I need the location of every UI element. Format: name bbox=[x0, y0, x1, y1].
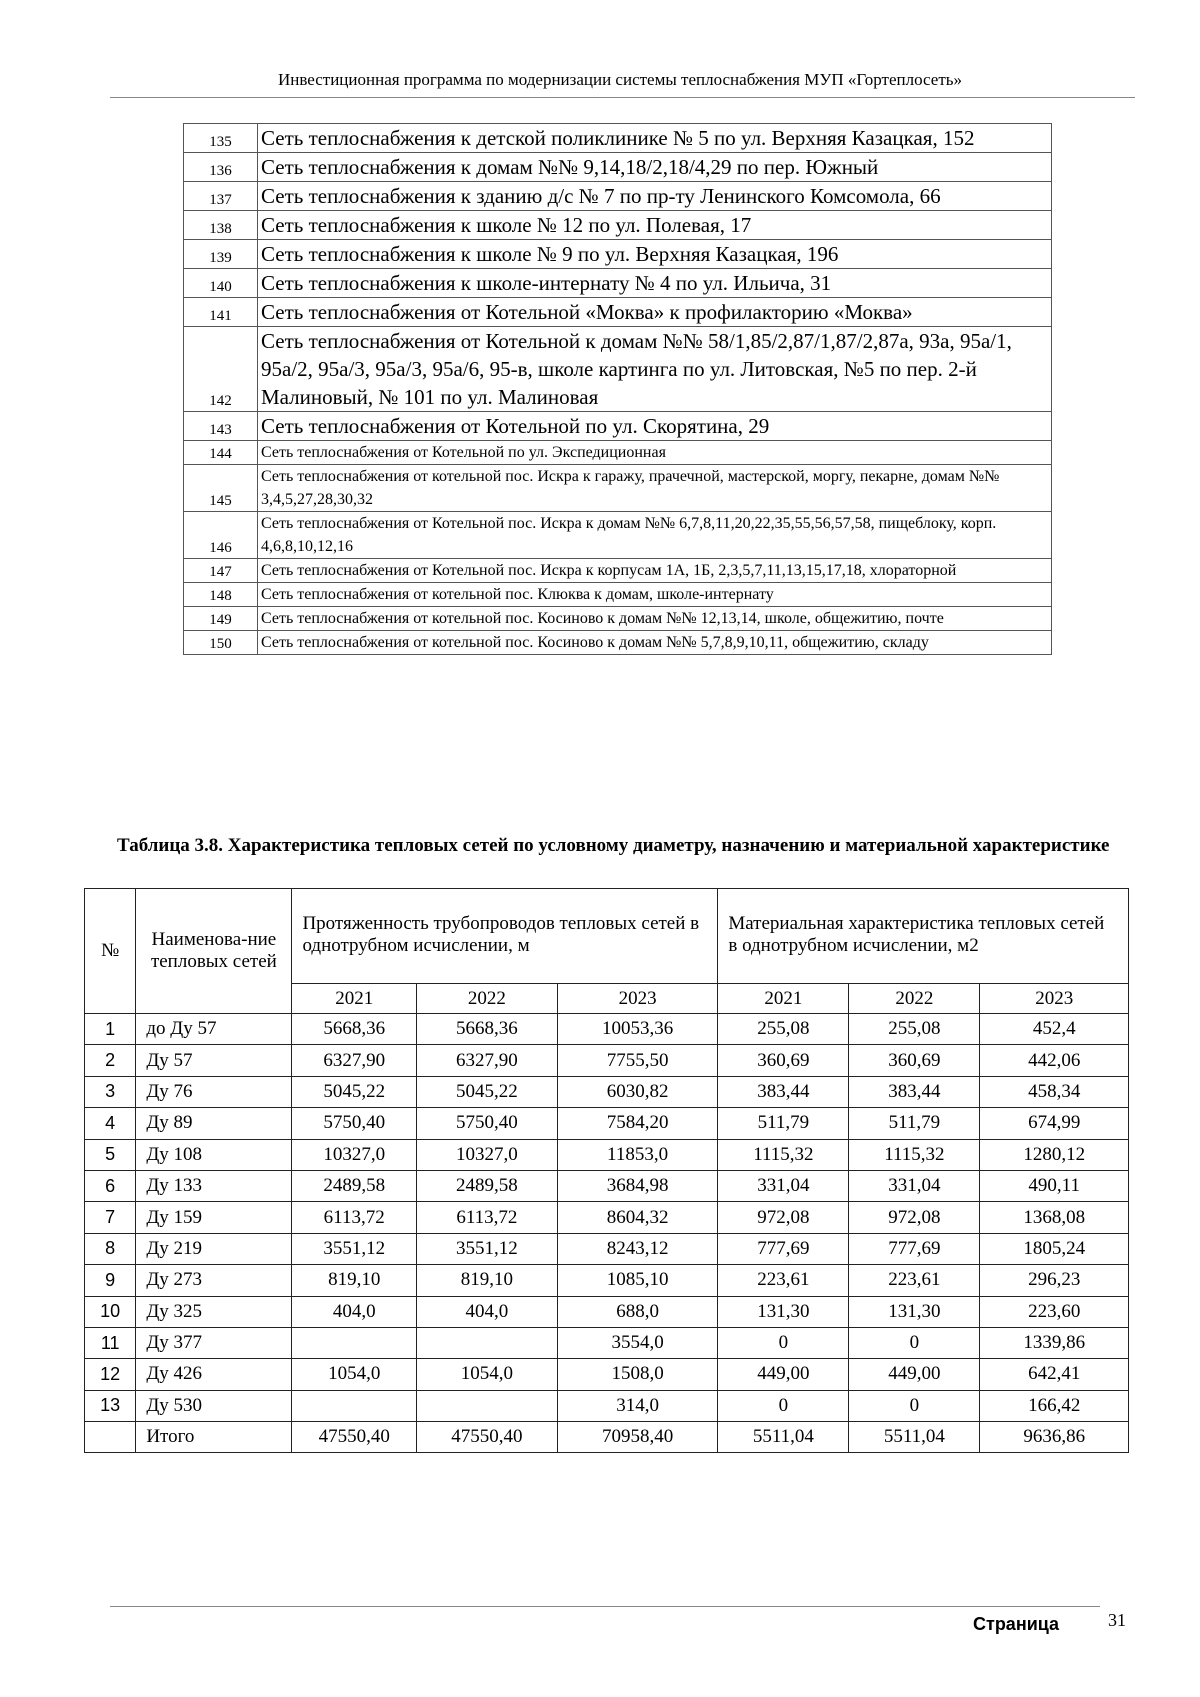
row-material-2021: 331,04 bbox=[718, 1170, 849, 1201]
network-row-description: Сеть теплоснабжения от Котельной пос. Искра к корпусам 1А, 1Б, 2,3,5,7,11,13,15,17,18, хлораторной bbox=[258, 559, 1052, 583]
row-material-2023: 1339,86 bbox=[980, 1327, 1129, 1358]
row-length-2021: 5045,22 bbox=[292, 1076, 416, 1107]
spec-table-row bbox=[85, 1327, 1129, 1358]
row-material-2021: 383,44 bbox=[718, 1076, 849, 1107]
row-material-2023: 1805,24 bbox=[980, 1233, 1129, 1264]
page-header-title: Инвестиционная программа по модернизации системы теплоснабжения МУП «Гортеплосеть» bbox=[277, 70, 963, 89]
row-material-2022: 0 bbox=[849, 1390, 980, 1421]
network-list-row bbox=[184, 269, 1052, 298]
row-number: 9 bbox=[85, 1265, 136, 1296]
row-network-name: Ду 57 bbox=[136, 1045, 292, 1076]
row-material-2022: 360,69 bbox=[849, 1045, 980, 1076]
row-length-2021: 10327,0 bbox=[292, 1139, 416, 1170]
row-length-2022 bbox=[416, 1327, 557, 1358]
spec-table-row bbox=[85, 1359, 1129, 1390]
row-length-2023: 3554,0 bbox=[557, 1327, 718, 1358]
network-row-number: 143 bbox=[184, 412, 258, 441]
table-caption: Таблица 3.8. Характеристика тепловых сетей по условному диаметру, назначению и материальной характеристике bbox=[117, 835, 1110, 856]
network-row-number: 142 bbox=[184, 327, 258, 412]
row-number: 11 bbox=[85, 1327, 136, 1358]
network-row-number: 146 bbox=[184, 512, 258, 559]
network-list-row bbox=[184, 465, 1052, 512]
col-header-material-2022: 2022 bbox=[849, 984, 980, 1014]
row-length-2022: 6113,72 bbox=[416, 1202, 557, 1233]
row-material-2021: 511,79 bbox=[718, 1108, 849, 1139]
footer-page-label: Страница bbox=[973, 1614, 1060, 1634]
row-network-name: Ду 108 bbox=[136, 1139, 292, 1170]
row-length-2023: 11853,0 bbox=[557, 1139, 718, 1170]
total-length-2022: 47550,40 bbox=[416, 1422, 557, 1453]
row-network-name: Ду 159 bbox=[136, 1202, 292, 1233]
network-list-row bbox=[184, 412, 1052, 441]
row-network-name: Ду 133 bbox=[136, 1170, 292, 1201]
row-length-2022: 404,0 bbox=[416, 1296, 557, 1327]
row-number: 3 bbox=[85, 1076, 136, 1107]
row-material-2022: 331,04 bbox=[849, 1170, 980, 1201]
row-material-2021: 449,00 bbox=[718, 1359, 849, 1390]
row-number: 6 bbox=[85, 1170, 136, 1201]
row-network-name: Ду 89 bbox=[136, 1108, 292, 1139]
row-material-2022: 449,00 bbox=[849, 1359, 980, 1390]
col-header-length-group: Протяженность трубопроводов тепловых сетей в однотрубном исчислении, м bbox=[292, 889, 718, 984]
network-row-description: Сеть теплоснабжения от котельной пос. Косиново к домам №№ 12,13,14, школе, общежитию, почте bbox=[258, 607, 1052, 631]
row-material-2023: 490,11 bbox=[980, 1170, 1129, 1201]
row-length-2023: 10053,36 bbox=[557, 1014, 718, 1045]
row-length-2021: 6327,90 bbox=[292, 1045, 416, 1076]
row-number: 4 bbox=[85, 1108, 136, 1139]
col-header-num: № bbox=[85, 889, 136, 1014]
col-header-length-2023: 2023 bbox=[557, 984, 718, 1014]
row-material-2021: 0 bbox=[718, 1390, 849, 1421]
col-header-material-group: Материальная характеристика тепловых сетей в однотрубном исчислении, м2 bbox=[718, 889, 1129, 984]
row-length-2023: 8243,12 bbox=[557, 1233, 718, 1264]
row-material-2023: 458,34 bbox=[980, 1076, 1129, 1107]
network-row-number: 145 bbox=[184, 465, 258, 512]
network-row-description: Сеть теплоснабжения от котельной пос. Косиново к домам №№ 5,7,8,9,10,11, общежитию, складу bbox=[258, 631, 1052, 655]
network-row-number: 140 bbox=[184, 269, 258, 298]
spec-table-row bbox=[85, 1296, 1129, 1327]
row-material-2021: 131,30 bbox=[718, 1296, 849, 1327]
network-list-row bbox=[184, 512, 1052, 559]
spec-table-row bbox=[85, 1014, 1129, 1045]
row-network-name: Ду 377 bbox=[136, 1327, 292, 1358]
row-length-2023: 8604,32 bbox=[557, 1202, 718, 1233]
row-material-2023: 1280,12 bbox=[980, 1139, 1129, 1170]
total-number-cell bbox=[85, 1422, 136, 1453]
row-material-2022: 511,79 bbox=[849, 1108, 980, 1139]
network-row-description: Сеть теплоснабжения к школе № 12 по ул. Полевая, 17 bbox=[258, 211, 1052, 240]
row-number: 10 bbox=[85, 1296, 136, 1327]
row-length-2021: 5668,36 bbox=[292, 1014, 416, 1045]
spec-table-total-row bbox=[85, 1422, 1129, 1453]
col-header-material-2021: 2021 bbox=[718, 984, 849, 1014]
row-length-2023: 1508,0 bbox=[557, 1359, 718, 1390]
network-row-number: 150 bbox=[184, 631, 258, 655]
network-list-row bbox=[184, 211, 1052, 240]
network-row-description: Сеть теплоснабжения от Котельной по ул. Скорятина, 29 bbox=[258, 412, 1052, 441]
row-length-2022 bbox=[416, 1390, 557, 1421]
row-material-2021: 777,69 bbox=[718, 1233, 849, 1264]
row-material-2021: 255,08 bbox=[718, 1014, 849, 1045]
spec-table-row bbox=[85, 1076, 1129, 1107]
row-material-2021: 972,08 bbox=[718, 1202, 849, 1233]
spec-table-row bbox=[85, 1233, 1129, 1264]
network-row-description: Сеть теплоснабжения к зданию д/с № 7 по пр-ту Ленинского Комсомола, 66 bbox=[258, 182, 1052, 211]
spec-table-row bbox=[85, 1390, 1129, 1421]
network-row-number: 139 bbox=[184, 240, 258, 269]
row-length-2022: 5045,22 bbox=[416, 1076, 557, 1107]
network-list-row bbox=[184, 153, 1052, 182]
total-material-2022: 5511,04 bbox=[849, 1422, 980, 1453]
network-list-row bbox=[184, 240, 1052, 269]
network-list-row bbox=[184, 583, 1052, 607]
header-divider bbox=[110, 97, 1135, 98]
row-network-name: Ду 219 bbox=[136, 1233, 292, 1264]
row-length-2023: 314,0 bbox=[557, 1390, 718, 1421]
row-length-2021: 6113,72 bbox=[292, 1202, 416, 1233]
row-material-2022: 383,44 bbox=[849, 1076, 980, 1107]
footer-divider bbox=[110, 1606, 1100, 1607]
row-length-2021: 1054,0 bbox=[292, 1359, 416, 1390]
col-header-material-2023: 2023 bbox=[980, 984, 1129, 1014]
row-number: 7 bbox=[85, 1202, 136, 1233]
row-length-2022: 5750,40 bbox=[416, 1108, 557, 1139]
network-list-row bbox=[184, 124, 1052, 153]
row-length-2021 bbox=[292, 1390, 416, 1421]
row-material-2022: 1115,32 bbox=[849, 1139, 980, 1170]
network-row-description: Сеть теплоснабжения от Котельной по ул. Экспедиционная bbox=[258, 441, 1052, 465]
row-number: 1 bbox=[85, 1014, 136, 1045]
row-length-2022: 10327,0 bbox=[416, 1139, 557, 1170]
row-material-2022: 223,61 bbox=[849, 1265, 980, 1296]
row-length-2023: 6030,82 bbox=[557, 1076, 718, 1107]
spec-table-row bbox=[85, 1045, 1129, 1076]
row-material-2021: 360,69 bbox=[718, 1045, 849, 1076]
row-material-2021: 0 bbox=[718, 1327, 849, 1358]
row-length-2023: 7755,50 bbox=[557, 1045, 718, 1076]
row-length-2023: 3684,98 bbox=[557, 1170, 718, 1201]
network-row-number: 136 bbox=[184, 153, 258, 182]
network-spec-table bbox=[84, 888, 1129, 1453]
row-number: 8 bbox=[85, 1233, 136, 1264]
row-length-2022: 1054,0 bbox=[416, 1359, 557, 1390]
row-material-2021: 1115,32 bbox=[718, 1139, 849, 1170]
row-material-2023: 1368,08 bbox=[980, 1202, 1129, 1233]
row-material-2022: 131,30 bbox=[849, 1296, 980, 1327]
row-network-name: Ду 273 bbox=[136, 1265, 292, 1296]
network-list-row bbox=[184, 631, 1052, 655]
network-list-row bbox=[184, 607, 1052, 631]
total-label: Итого bbox=[136, 1422, 292, 1453]
row-material-2023: 296,23 bbox=[980, 1265, 1129, 1296]
row-network-name: Ду 325 bbox=[136, 1296, 292, 1327]
col-header-length-2022: 2022 bbox=[416, 984, 557, 1014]
col-header-name: Наименова-ние тепловых сетей bbox=[136, 889, 292, 1014]
row-network-name: Ду 530 bbox=[136, 1390, 292, 1421]
row-length-2023: 1085,10 bbox=[557, 1265, 718, 1296]
network-row-description: Сеть теплоснабжения к детской поликлинике № 5 по ул. Верхняя Казацкая, 152 bbox=[258, 124, 1052, 153]
row-length-2023: 688,0 bbox=[557, 1296, 718, 1327]
row-length-2021: 819,10 bbox=[292, 1265, 416, 1296]
network-list-row bbox=[184, 298, 1052, 327]
row-length-2021: 5750,40 bbox=[292, 1108, 416, 1139]
footer-page-number: 31 bbox=[1108, 1610, 1126, 1630]
network-row-description: Сеть теплоснабжения от Котельной «Моква» к профилакторию «Моква» bbox=[258, 298, 1052, 327]
network-row-description: Сеть теплоснабжения к школе-интернату № 4 по ул. Ильича, 31 bbox=[258, 269, 1052, 298]
spec-table-row bbox=[85, 1170, 1129, 1201]
row-length-2021: 2489,58 bbox=[292, 1170, 416, 1201]
network-row-description: Сеть теплоснабжения от Котельной к домам №№ 58/1,85/2,87/1,87/2,87а, 93а, 95а/1, 95а/2, 95а/3, 95а/3, 95а/6, 95-в, школе картинга по ул. Литовская, №5 по пер. 2-й Малиновый, № 101 по ул. Малиновая bbox=[258, 327, 1052, 412]
network-row-number: 138 bbox=[184, 211, 258, 240]
row-material-2023: 452,4 bbox=[980, 1014, 1129, 1045]
total-length-2023: 70958,40 bbox=[557, 1422, 718, 1453]
row-length-2021: 3551,12 bbox=[292, 1233, 416, 1264]
row-length-2022: 2489,58 bbox=[416, 1170, 557, 1201]
spec-table-row bbox=[85, 1139, 1129, 1170]
row-network-name: Ду 76 bbox=[136, 1076, 292, 1107]
row-material-2023: 166,42 bbox=[980, 1390, 1129, 1421]
row-network-name: до Ду 57 bbox=[136, 1014, 292, 1045]
network-row-number: 147 bbox=[184, 559, 258, 583]
network-list-row bbox=[184, 559, 1052, 583]
row-length-2021: 404,0 bbox=[292, 1296, 416, 1327]
row-material-2021: 223,61 bbox=[718, 1265, 849, 1296]
total-length-2021: 47550,40 bbox=[292, 1422, 416, 1453]
row-length-2022: 5668,36 bbox=[416, 1014, 557, 1045]
network-row-description: Сеть теплоснабжения от котельной пос. Клюква к домам, школе-интернату bbox=[258, 583, 1052, 607]
row-material-2023: 674,99 bbox=[980, 1108, 1129, 1139]
row-material-2022: 972,08 bbox=[849, 1202, 980, 1233]
row-material-2022: 255,08 bbox=[849, 1014, 980, 1045]
spec-table-row bbox=[85, 1202, 1129, 1233]
row-material-2023: 642,41 bbox=[980, 1359, 1129, 1390]
row-length-2021 bbox=[292, 1327, 416, 1358]
row-length-2023: 7584,20 bbox=[557, 1108, 718, 1139]
spec-table-row bbox=[85, 1265, 1129, 1296]
network-list-row bbox=[184, 441, 1052, 465]
network-row-number: 144 bbox=[184, 441, 258, 465]
row-length-2022: 3551,12 bbox=[416, 1233, 557, 1264]
row-material-2023: 223,60 bbox=[980, 1296, 1129, 1327]
network-list-row bbox=[184, 327, 1052, 412]
network-row-number: 149 bbox=[184, 607, 258, 631]
row-number: 2 bbox=[85, 1045, 136, 1076]
row-length-2022: 6327,90 bbox=[416, 1045, 557, 1076]
network-list-table bbox=[183, 123, 1052, 655]
row-number: 13 bbox=[85, 1390, 136, 1421]
total-material-2021: 5511,04 bbox=[718, 1422, 849, 1453]
row-material-2023: 442,06 bbox=[980, 1045, 1129, 1076]
network-row-description: Сеть теплоснабжения от котельной пос. Искра к гаражу, прачечной, мастерской, моргу, пекарне, домам №№ 3,4,5,27,28,30,32 bbox=[258, 465, 1052, 512]
row-network-name: Ду 426 bbox=[136, 1359, 292, 1390]
network-row-description: Сеть теплоснабжения к школе № 9 по ул. Верхняя Казацкая, 196 bbox=[258, 240, 1052, 269]
network-row-number: 137 bbox=[184, 182, 258, 211]
row-length-2022: 819,10 bbox=[416, 1265, 557, 1296]
network-list-row bbox=[184, 182, 1052, 211]
network-row-number: 141 bbox=[184, 298, 258, 327]
row-material-2022: 0 bbox=[849, 1327, 980, 1358]
row-material-2022: 777,69 bbox=[849, 1233, 980, 1264]
row-number: 5 bbox=[85, 1139, 136, 1170]
row-number: 12 bbox=[85, 1359, 136, 1390]
col-header-length-2021: 2021 bbox=[292, 984, 416, 1014]
network-row-number: 148 bbox=[184, 583, 258, 607]
network-row-description: Сеть теплоснабжения от Котельной пос. Искра к домам №№ 6,7,8,11,20,22,35,55,56,57,58, пищеблоку, корп. 4,6,8,10,12,16 bbox=[258, 512, 1052, 559]
spec-table-row bbox=[85, 1108, 1129, 1139]
total-material-2023: 9636,86 bbox=[980, 1422, 1129, 1453]
network-row-description: Сеть теплоснабжения к домам №№ 9,14,18/2,18/4,29 по пер. Южный bbox=[258, 153, 1052, 182]
network-row-number: 135 bbox=[184, 124, 258, 153]
